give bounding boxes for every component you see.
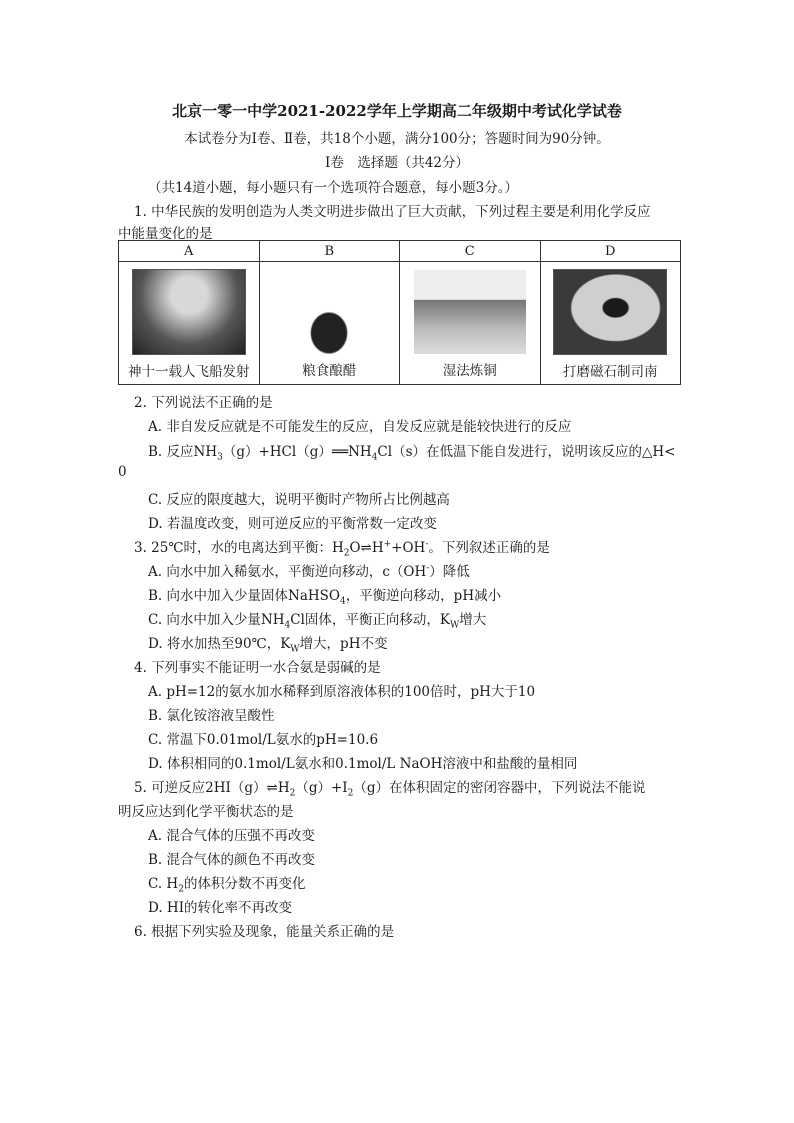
subscript: 3 (217, 452, 223, 463)
q1-caption-d: 打磨磁石制司南 (563, 363, 658, 380)
q2-option-b-cont: 0 (118, 464, 127, 480)
section-heading: Ⅰ卷 选择题（共42分） (324, 155, 469, 171)
section-note: （共14道小题，每小题只有一个选项符合题意，每小题3分。） (148, 180, 519, 196)
q5-stem-line1 (134, 776, 646, 799)
q4-option-a: A. pH=12的氨水加水稀释到原溶液体积的100倍时，pH大于10 (148, 684, 536, 700)
q5-option-a: A. 混合气体的压强不再改变 (148, 828, 315, 844)
q4-option-d: D. 体积相同的0.1mol/L氨水和0.1mol/L NaOH溶液中和盐酸的量相同 (148, 756, 578, 772)
text-span: 5. 可逆反应2HI（g）⇌H (134, 780, 290, 796)
compass-image (553, 269, 667, 355)
q1-header-c: C (400, 241, 541, 262)
q1-option-b (259, 262, 400, 385)
q3-option-a (148, 560, 470, 580)
q1-caption-b: 粮食酿醋 (302, 362, 357, 379)
text-span: C. H (148, 876, 179, 892)
q1-stem-line1: 1. 中华民族的发明创造为人类文明进步做出了巨大贡献，下列过程主要是利用化学反应 (134, 204, 651, 220)
q1-caption-a: 神十一载人飞船发射 (128, 363, 250, 380)
q1-stem-line2: 中能量变化的是 (118, 226, 213, 242)
subscript: W (450, 620, 460, 631)
q5-stem-line2: 明反应达到化学平衡状态的是 (118, 804, 294, 820)
text-span: O⇌H (349, 540, 384, 556)
subscript: 4 (284, 620, 291, 631)
q6-stem: 6. 根据下列实验及现象，能量关系正确的是 (134, 924, 395, 940)
subscript: 2 (347, 788, 354, 799)
q1-option-d (540, 262, 681, 385)
superscript: - (425, 539, 429, 550)
rocket-launch-image (132, 269, 246, 355)
text-span: 3. 25℃时，水的电离达到平衡：H (134, 540, 344, 556)
text-span: ，平衡逆向移动，pH减小 (345, 588, 502, 604)
text-span: B. 向水中加入少量固体NaHSO (148, 588, 340, 604)
text-span: D. 将水加热至90℃，K (148, 636, 291, 652)
q2-option-d: D. 若温度改变，则可逆反应的平衡常数一定改变 (148, 516, 437, 532)
text-span: A. 向水中加入稀氨水，平衡逆向移动，c（OH (148, 564, 427, 580)
q2-option-c: C. 反应的限度越大，说明平衡时产物所占比例越高 (148, 492, 450, 508)
text-span: （g）+I (295, 780, 348, 796)
q2-option-b (148, 440, 676, 463)
exam-intro: 本试卷分为Ⅰ卷、Ⅱ卷，共18个小题，满分100分；答题时间为90分钟。 (184, 131, 610, 147)
exam-title: 北京一零一中学2021-2022学年上学期高二年级期中考试化学试卷 (172, 102, 622, 120)
text-span: Cl固体，平衡正向移动，K (290, 612, 450, 628)
q1-header-d: D (540, 241, 681, 262)
text-span: ）降低 (429, 564, 470, 580)
text-span: C. 向水中加入少量NH (148, 612, 285, 628)
copper-smelting-image (414, 270, 526, 354)
subscript: W (290, 644, 300, 655)
subscript: 2 (289, 788, 296, 799)
q4-option-c: C. 常温下0.01mol/L氨水的pH=10.6 (148, 732, 379, 748)
q2-stem: 2. 下列说法不正确的是 (134, 395, 273, 411)
q3-option-d (148, 632, 388, 655)
q3-option-b (148, 584, 502, 607)
q5-option-d: D. HI的转化率不再改变 (148, 900, 293, 916)
q5-option-b: B. 混合气体的颜色不再改变 (148, 852, 316, 868)
text-span: 。下列叙述正确的是 (428, 540, 550, 556)
text-span: （g）+HCl（g）══NH (222, 444, 372, 460)
text-span: （g）在体积固定的密闭容器中，下列说法不能说 (353, 780, 646, 796)
q2-option-a: A. 非自发反应就是不可能发生的反应，自发反应就是能较快进行的反应 (148, 419, 572, 435)
subscript: 4 (371, 452, 378, 463)
q1-option-c (400, 262, 541, 385)
q1-caption-c: 湿法炼铜 (442, 362, 497, 379)
text-span: +OH (391, 540, 426, 556)
q4-stem: 4. 下列事实不能证明一水合氨是弱碱的是 (134, 660, 381, 676)
q5-option-c (148, 872, 306, 895)
q4-option-b: B. 氯化铵溶液呈酸性 (148, 708, 275, 724)
superscript: + (383, 539, 392, 550)
q1-option-a (119, 262, 260, 385)
q1-options-table (118, 240, 681, 385)
text-span: 增大，pH不变 (299, 636, 388, 652)
vinegar-brewing-image (273, 270, 385, 354)
subscript: 2 (178, 884, 184, 895)
text-span: 的体积分数不再变化 (183, 876, 306, 892)
subscript: 4 (339, 596, 346, 607)
subscript: 2 (343, 548, 350, 559)
superscript: - (426, 563, 430, 574)
text-span: B. 反应NH (148, 444, 218, 460)
q1-header-b: B (259, 241, 400, 262)
q3-stem (134, 536, 550, 559)
text-span: Cl（s）在低温下能自发进行，说明该反应的△H< (377, 444, 676, 460)
q1-header-a: A (119, 241, 260, 262)
q3-option-c (148, 608, 487, 631)
text-span: 增大 (459, 612, 487, 628)
